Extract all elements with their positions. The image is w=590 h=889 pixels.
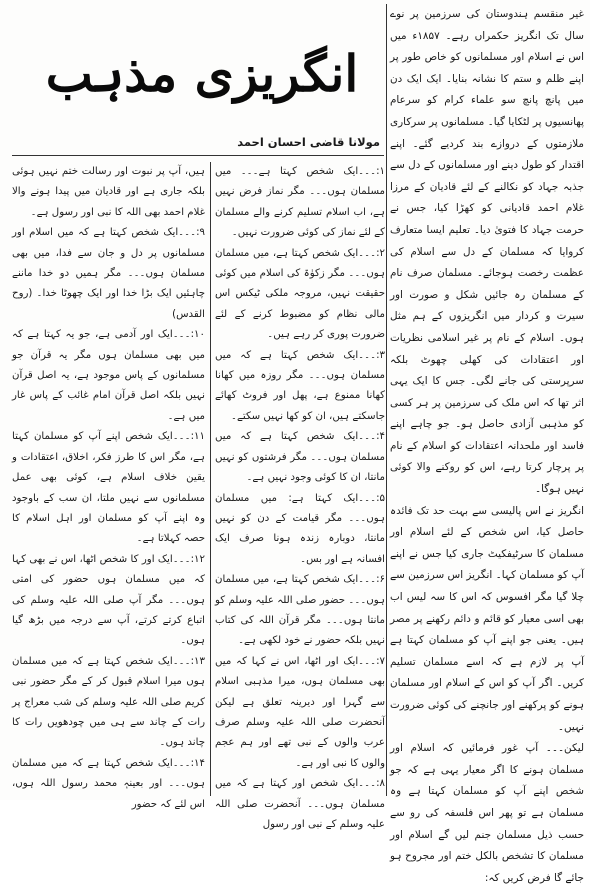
list-item: ہیں، آپ پر نبوت اور رسالت ختم نہیں ہوئی بلکہ جاری ہے اور قادیان میں پیدا ہونے والا غلام احمد بھی اللہ کا نبی اور رسول ہے۔ xyxy=(12,166,205,218)
column-divider xyxy=(386,4,387,796)
article-title: انگریزی مذہب xyxy=(45,44,359,103)
author-byline: مولانا قاضی احسان احمد xyxy=(237,135,380,149)
intro-column xyxy=(390,4,584,884)
list-item: ۴:۔۔۔ایک شخص کہتا ہے کہ میں مسلمان ہوں۔۔۔ مگر فرشتوں کو نہیں مانتا، ان کا کوئی وجود نہیں ہے۔ xyxy=(215,431,385,484)
title-underline xyxy=(12,155,384,156)
intro-paragraph-2: انگریز نے اس پالیسی سے بہت حد تک فائدہ حاصل کیا، اس شخص کے لئے اسلام اور مسلمان کا سرٹیفکیٹ جاری کیا جس نے اپنے آپ کو مسلمان کہا۔ انگریز اس سرزمین سے چلا گیا مگر افسوس کہ اس کا سہ لیس اب بھی اسی معیار کو قائم و دائم رکھنے پر مصر ہیں۔ یعنی جو اپنے آپ کو مسلمان کہتا ہے آپ پر لازم ہے کہ اسے مسلمان تسلیم کریں۔ اگر آپ کو اس کے اسلام اور مسلمان ہونے کو پرکھنے اور جانچنے کی کوئی ضرورت نہیں۔ xyxy=(390,504,584,733)
list-item: ۱۱:۔۔۔ایک شخص اپنے آپ کو مسلمان کہتا ہے، مگر اس کا طرز فکر، اخلاق، اعتقادات و یقین خلاف اسلام ہے، کوئی بھی عمل مسلمانوں سے نہیں ملتا، ان سب کے باوجود وہ اپنے آپ کو مسلمان اور اہل اسلام کا حصہ کہلاتا ہے۔ xyxy=(12,431,205,545)
list-item: ۲:۔۔۔ایک شخص کہتا ہے، میں مسلمان ہوں۔۔۔ مگر زکوٰۃ کی اسلام میں کوئی حقیقت نہیں، مروجہ ملکی ٹیکس اس مالی نظام کو مضبوط کرنے کے لئے ضرورت پوری کر رہے ہیں۔ xyxy=(215,247,385,341)
list-item: ۵:۔۔۔ایک کہتا ہے: میں مسلمان ہوں۔۔۔ مگر قیامت کے دن کو نہیں مانتا، دوبارہ زندہ ہونا صرف ایک افسانہ ہے اور بس۔ xyxy=(215,492,385,565)
list-item: ۹:۔۔۔ایک شخص کہتا ہے کہ میں اسلام اور مسلمانوں پر دل و جان سے فدا، میں بھی مسلمان ہوں۔۔۔ مگر ہمیں دو خدا ماننے چاہئیں ایک بڑا خدا اور ایک چھوٹا خدا۔ (روح القدس) xyxy=(12,227,205,320)
body-column-b xyxy=(12,162,205,810)
column-divider xyxy=(210,162,211,796)
list-item: ۸:۔۔۔ایک شخص اور کہتا ہے کہ میں مسلمان ہوں۔۔۔ آنحضرت صلی اللہ علیہ وسلم کے نبی اور رسول xyxy=(215,778,385,830)
list-item: ۱۰:۔۔۔ایک اور آدمی ہے، جو یہ کہتا ہے کہ میں بھی مسلمان ہوں مگر یہ قرآن جو مسلمانوں کے پاس موجود ہے، یہ اصل قرآن نہیں بلکہ اصل قرآن امام غائب کے پاس غار میں ہے۔ xyxy=(12,329,205,422)
list-item: ۱۲:۔۔۔ایک اور کا شخص اٹھا، اس نے بھی کہا کہ میں مسلمان ہوں حضور کی امتی ہوں۔۔۔ مگر آپ صلی اللہ علیہ وسلم کی اتباع کرتے کرتے، آپ سے درجہ میں بڑھ گیا ہوں۔ xyxy=(12,553,205,647)
list-item: ۱۳:۔۔۔ایک شخص کہتا ہے کہ میں مسلمان ہوں میرا اسلام قبول کر کے مگر حضور نبی کریم صلی اللہ علیہ وسلم کی شب معراج پر رات کے چاند سے ہی میں چودھویں رات کا چاند ہوں۔ xyxy=(12,655,205,749)
list-item: ۷:۔۔۔ایک اور اٹھا، اس نے کہا کہ میں بھی مسلمان ہوں، میرا مذہبی اسلام سے گہرا اور دیرینہ تعلق ہے لیکن آنحضرت صلی اللہ علیہ وسلم صرف عرب والوں کے نبی تھے اور ہم عجم والوں کا نبی اور ہے۔ xyxy=(215,655,385,769)
list-item: ۱:۔۔۔ایک شخص کہتا ہے۔۔۔ میں مسلمان ہوں۔۔۔ مگر نماز فرض نہیں ہے، اب اسلام تسلیم کرنے والے مسلمان کے لئے نماز کی کوئی ضرورت نہیں۔ xyxy=(215,166,385,239)
list-item: ۶:۔۔۔ایک شخص کہتا ہے، میں مسلمان ہوں۔۔۔ حضور صلی اللہ علیہ وسلم کو مانتا ہوں۔۔۔ مگر قرآن اللہ کی کتاب نہیں بلکہ حضور نے خود لکھی ہے۔ xyxy=(215,574,385,647)
list-item: ۱۴:۔۔۔ایک شخص کہتا ہے کہ میں مسلمان ہوں۔۔۔ اور بعینہٖ محمد رسول اللہ ہوں، اس لئے کہ حضور xyxy=(12,757,205,810)
body-column-a xyxy=(215,162,385,830)
list-item: ۳:۔۔۔ایک شخص کہتا ہے کہ میں مسلمان ہوں۔۔۔ مگر روزہ میں کھانا کھانا ممنوع ہے، پھل اور فروٹ کھائے جاسکتے ہیں، ان کو کھا نہیں سکتے۔ xyxy=(215,349,385,422)
intro-paragraph-1: غیر منقسم ہندوستان کی سرزمین پر نوے سال تک انگریز حکمراں رہے۔ ۱۸۵۷ء میں اس نے اسلام اور مسلمانوں کو خاص طور پر اپنے ظلم و ستم کا نشانہ بنایا۔ ایک ایک دن میں پانچ پانچ سو علماء کرام کو سرعام پھانسیوں پر لٹکایا گیا۔ مسلمانوں پر سرکاری ملازمتوں کے دروازے بند کردیے گئے۔ اپنے اقتدار کو طول دینے اور مسلمانوں کے دل سے جذبہ جہاد کو نکالنے کے لئے قادیان کے مرزا غلام احمد قادیانی کو کھڑا کیا، جس نے حرمت جہاد کا فتویٰ دیا۔ تعلیم ایسا متعارف کروایا کہ مسلمان کے دل سے اسلام کی عظمت رخصت ہوجائے۔ مسلمان صرف نام کے مسلمان رہ جائیں شکل و صورت اور سیرت و کردار میں انگریزوں کے ہم مثل ہوں۔ اسلام کے نام پر غیر اسلامی نظریات اور اعتقادات کی کھلی چھوٹ بلکہ سرپرستی کی جانے لگی۔ جس کا ایک یہی اثر تھا کہ اس ملک کی سرزمین پر ہر کسی کو مذہبی آزادی حاصل ہو۔ جو چاہے اپنے فاسد اور ملحدانہ اعتقادات کو اسلام کے نام پر پرچار کرتا رہے، اس کو روکنے والا کوئی نہیں ہوگا۔ xyxy=(390,8,584,496)
intro-paragraph-3: لیکن۔۔۔ آپ غور فرمائیں کہ اسلام اور مسلمان ہونے کا اگر معیار یہی ہے کہ جو شخص اپنے آپ کو مسلمان کہتا ہے وہ مسلمان ہے تو پھر اس فلسفہ کی رو سے حسب ذیل مسلمان جنم لیں گے اسلام اور مسلمان کا تشخص بالکل ختم اور مجروح ہو جائے گا فرض کریں کہ: xyxy=(390,742,584,884)
